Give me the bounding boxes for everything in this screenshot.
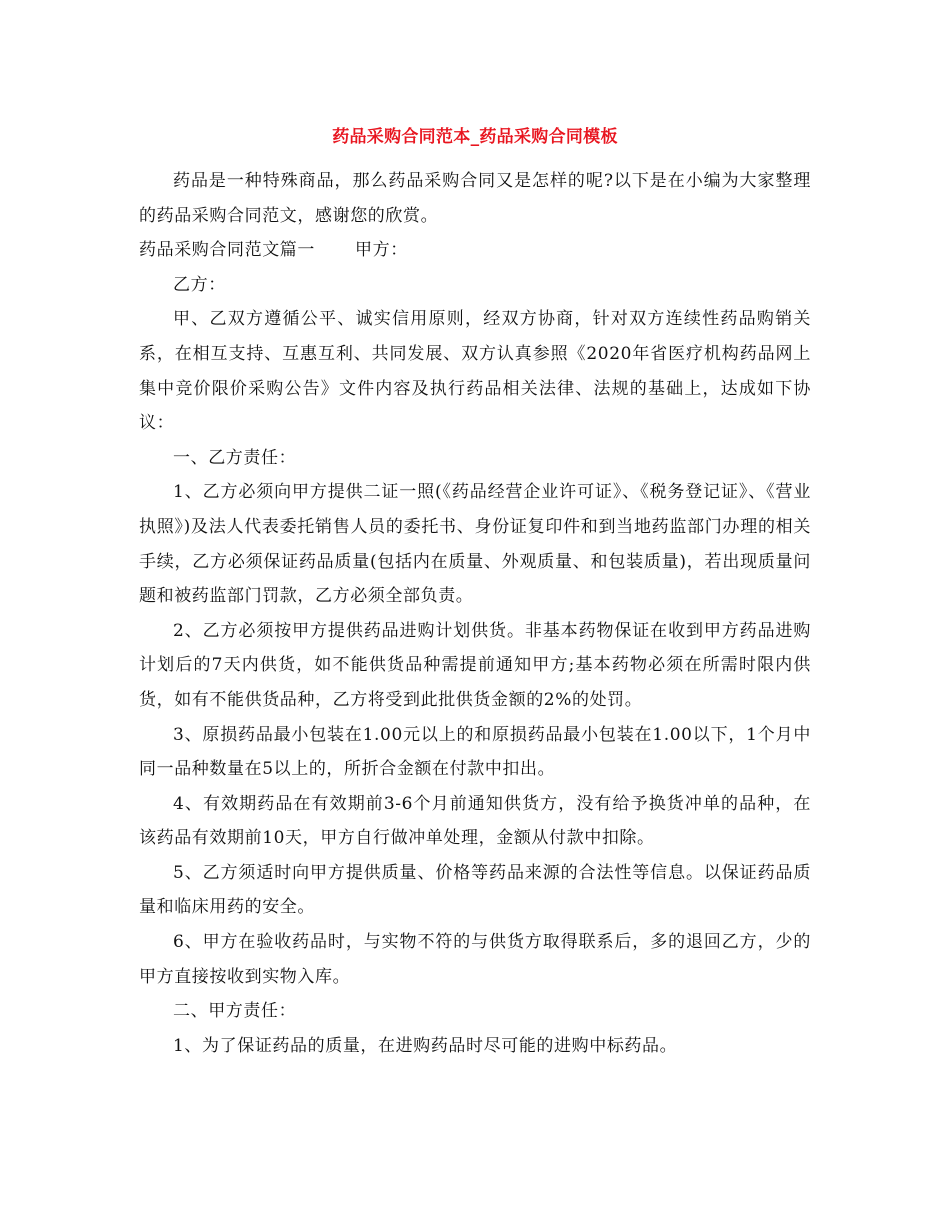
- preamble-paragraph: 甲、乙双方遵循公平、诚实信用原则，经双方协商，针对双方连续性药品购销关系，在相互支持、互惠互利、共同发展、双方认真参照《2020年省医疗机构药品网上集中竞价限价采购公告》文件内容及执行药品相关法律、法规的基础上，达成如下协议：: [139, 309, 811, 434]
- document-body: [139, 164, 811, 1063]
- section-1-item: 2、乙方必须按甲方提供药品进购计划供货。非基本药物保证在收到甲方药品进购计划后的7天内供货，如不能供货品种需提前通知甲方;基本药物必须在所需时限内供货，如有不能供货品种，乙方将受到此批供货金额的2%的处罚。: [139, 620, 811, 710]
- intro-paragraph: 药品是一种特殊商品，那么药品采购合同又是怎样的呢?以下是在小编为大家整理的药品采购合同范文，感谢您的欣赏。: [139, 171, 811, 226]
- section-1-item: 5、乙方须适时向甲方提供质量、价格等药品来源的合法性等信息。以保证药品质量和临床用药的安全。: [139, 862, 811, 918]
- section-2-item: 1、为了保证药品的质量，在进购药品时尽可能的进购中标药品。: [173, 1035, 678, 1056]
- contract-sample-heading: 药品采购合同范文篇一: [139, 240, 315, 261]
- section-1-item: 6、甲方在验收药品时，与实物不符的与供货方取得联系后，多的退回乙方，少的甲方直接按收到实物入库。: [139, 932, 811, 987]
- section-2-heading: 二、甲方责任：: [173, 1001, 297, 1022]
- section-1-heading: 一、乙方责任：: [173, 447, 297, 468]
- section-1-item: 1、乙方必须向甲方提供二证一照(《药品经营企业许可证》、《税务登记证》、《营业执照》)及法人代表委托销售人员的委托书、身份证复印件和到当地药监部门办理的相关手续，乙方必须保证药品质量(包括内在质量、外观质量、和包装质量)，若出现质量问题和被药监部门罚款，乙方必须全部负责。: [139, 482, 811, 607]
- section-1-item: 4、有效期药品在有效期前3-6个月前通知供货方，没有给予换货冲单的品种，在该药品有效期前10天，甲方自行做冲单处理，金额从付款中扣除。: [139, 793, 811, 849]
- party-b-label: 乙方：: [173, 274, 226, 295]
- document-title: 药品采购合同范本_药品采购合同模板: [332, 127, 618, 147]
- heading-line: [139, 233, 811, 268]
- party-a-label: 甲方：: [355, 240, 408, 261]
- section-1-item: 3、原损药品最小包装在1.00元以上的和原损药品最小包装在1.00以下，1个月中同一品种数量在5以上的，所折合金额在付款中扣出。: [139, 724, 811, 780]
